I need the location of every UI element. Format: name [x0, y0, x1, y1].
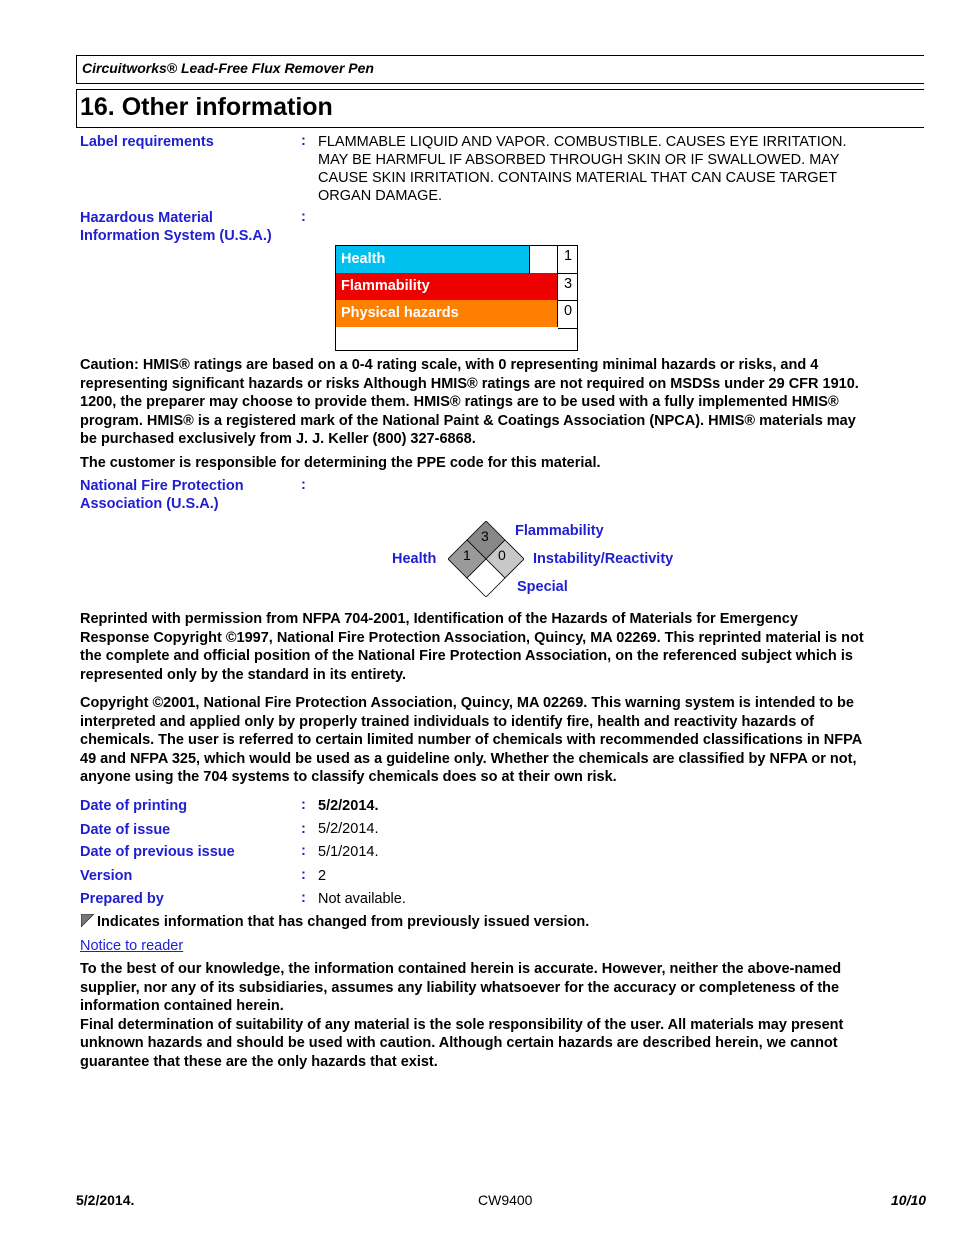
- product-name: Circuitworks® Lead-Free Flux Remover Pen: [82, 60, 374, 76]
- hmis-label-line: Hazardous Material: [80, 210, 213, 226]
- reprint-line: represented only by the standard in its entirety.: [80, 666, 407, 683]
- footer-date: 5/2/2014.: [76, 1192, 135, 1208]
- hmis-physical-label: Physical hazards: [341, 305, 459, 321]
- date-of-printing-label: Date of printing: [80, 798, 188, 814]
- notice-line: unknown hazards and should be used with caution. Although certain hazards are described herein, we cannot: [80, 1035, 838, 1052]
- nfpa-reprint-text: [80, 610, 925, 684]
- detail-colon: :: [301, 890, 306, 906]
- copyright-line: anyone using the 704 systems to classify chemicals does so at their own risk.: [80, 769, 617, 786]
- notice-line: supplier, nor any of its subsidiaries, assumes any liability whatsoever for the accuracy or completeness of the: [80, 979, 840, 996]
- nfpa-colon: :: [301, 477, 306, 493]
- nfpa-instability-label: Instability/Reactivity: [533, 551, 674, 567]
- nfpa-instability-value: 0: [498, 547, 506, 563]
- notice-line: guarantee that these are the only hazards that exist.: [80, 1053, 438, 1070]
- nfpa-label: [80, 477, 244, 513]
- hmis-health-label: Health: [341, 251, 386, 267]
- copyright-line: interpreted and applied only by properly trained individuals to identify fire, health and reactivity hazards of: [80, 713, 814, 730]
- nfpa-flammability-value: 3: [481, 528, 489, 544]
- hmis-health-blank-cell: [529, 246, 552, 273]
- label-requirements-line: MAY BE HARMFUL IF ABSORBED THROUGH SKIN OR IF SWALLOWED. MAY: [318, 152, 840, 168]
- detail-colon: :: [301, 821, 306, 837]
- caution-line: Caution: HMIS® ratings are based on a 0-4 rating scale, with 0 representing minimal hazards or risks, and 4: [80, 357, 819, 373]
- hmis-colon: :: [301, 209, 306, 225]
- reprint-line: the complete and official position of the National Fire Protection Association, on the referenced subject which is: [80, 648, 853, 665]
- hmis-label: [80, 209, 272, 245]
- hmis-row-physical: [336, 300, 557, 327]
- version-label: Version: [80, 868, 133, 884]
- caution-line: be purchased exclusively from J. J. Keller (800) 327-6868.: [80, 431, 476, 448]
- nfpa-health-value: 1: [463, 547, 471, 563]
- hmis-caution-text: [80, 356, 925, 449]
- date-of-issue-label: Date of issue: [80, 822, 171, 838]
- nfpa-copyright-text: [80, 694, 925, 787]
- label-requirements-line: FLAMMABLE LIQUID AND VAPOR. COMBUSTIBLE. CAUSES EYE IRRITATION.: [318, 134, 847, 150]
- label-requirements-line: CAUSE SKIN IRRITATION. CONTAINS MATERIAL THAT CAN CAUSE TARGET: [318, 170, 838, 186]
- date-of-previous-issue-value: 5/1/2014.: [318, 844, 379, 860]
- reprint-line: Response Copyright ©1997, National Fire Protection Association, Quincy, MA 02269. This reprinted material is not: [80, 629, 864, 646]
- hmis-label-line: Information System (U.S.A.): [80, 228, 272, 244]
- hmis-row-health: [336, 246, 529, 273]
- notice-line: Final determination of suitability of any material is the sole responsibility of the user. All materials may present: [80, 1016, 844, 1033]
- hmis-row-flammability: [336, 273, 557, 300]
- hmis-rating-box: [335, 245, 578, 351]
- label-requirements-label: Label requirements: [80, 134, 214, 150]
- label-requirements-text: [318, 133, 847, 205]
- hmis-physical-value: 0: [558, 300, 578, 329]
- nfpa-health-label: Health: [392, 551, 437, 567]
- copyright-line: chemicals. The user is referred to certain limited number of chemicals with recommended classifications in NFPA: [80, 732, 863, 749]
- hmis-flammability-label: Flammability: [341, 278, 430, 294]
- notice-text: [80, 960, 925, 1072]
- caution-line: representing significant hazards or risks Although HMIS® ratings are not required on MSDSs under 29 CFR 1910.: [80, 375, 859, 392]
- nfpa-flammability-label: Flammability: [515, 523, 604, 539]
- hmis-flammability-value: 3: [558, 273, 578, 301]
- nfpa-label-line: Association (U.S.A.): [80, 496, 219, 512]
- changed-note: Indicates information that has changed from previously issued version.: [97, 914, 590, 930]
- nfpa-special-label: Special: [517, 579, 568, 595]
- detail-colon: :: [301, 843, 306, 859]
- footer-product-code: CW9400: [478, 1192, 533, 1208]
- ppe-note: The customer is responsible for determining the PPE code for this material.: [80, 455, 601, 471]
- date-of-previous-issue-label: Date of previous issue: [80, 844, 235, 860]
- section-title: 16. Other information: [80, 93, 333, 121]
- notice-line: To the best of our knowledge, the information contained herein is accurate. However, neither the above-named: [80, 961, 842, 977]
- date-of-printing-value: 5/2/2014.: [318, 798, 379, 814]
- copyright-line: 49 and NFPA 325, which would be used as a guideline only. Whether the chemicals are classified by NFPA or not,: [80, 750, 857, 767]
- copyright-line: Copyright ©2001, National Fire Protection Association, Quincy, MA 02269. This warning system is intended to be: [80, 695, 854, 711]
- caution-line: 1200, the preparer may choose to provide them. HMIS® ratings are to be used with a fully implemented HMIS®: [80, 394, 839, 411]
- hmis-health-value: 1: [563, 248, 573, 264]
- caution-line: program. HMIS® is a registered mark of the National Paint & Coatings Association (NPCA). HMIS® materials may: [80, 412, 856, 429]
- nfpa-label-line: National Fire Protection: [80, 478, 244, 494]
- version-value: 2: [318, 868, 327, 884]
- label-requirements-colon: :: [301, 133, 306, 149]
- footer-page-number: 10/10: [891, 1192, 926, 1208]
- label-requirements-line: ORGAN DAMAGE.: [318, 188, 443, 204]
- date-of-issue-value: 5/2/2014.: [318, 821, 379, 837]
- notice-to-reader-link[interactable]: Notice to reader: [80, 938, 184, 954]
- detail-colon: :: [301, 867, 306, 883]
- changed-marker-icon: [81, 914, 94, 927]
- prepared-by-label: Prepared by: [80, 891, 164, 907]
- detail-colon: :: [301, 797, 306, 813]
- notice-line: information contained herein.: [80, 998, 284, 1015]
- prepared-by-value: Not available.: [318, 891, 406, 907]
- reprint-line: Reprinted with permission from NFPA 704-2001, Identification of the Hazards of Materials for Emergency: [80, 611, 798, 627]
